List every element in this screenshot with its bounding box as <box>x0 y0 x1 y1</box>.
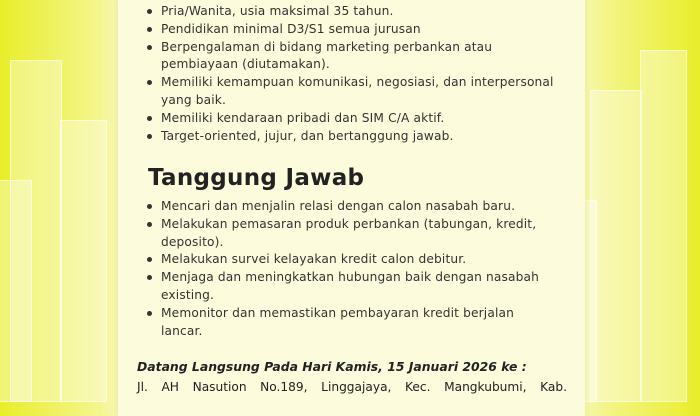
responsibilities-list <box>139 198 559 340</box>
list-item: Memiliki kendaraan pribadi dan SIM C/A aktif. <box>139 110 559 128</box>
list-item: Memiliki kemampuan komunikasi, negosiasi, dan interpersonal yang baik. <box>139 74 559 110</box>
list-item: Pria/Wanita, usia maksimal 35 tahun. <box>139 3 559 21</box>
list-item: Berpengalaman di bidang marketing perbankan atau pembiayaan (diutamakan). <box>139 39 559 75</box>
list-item: Menjaga dan meningkatkan hubungan baik dengan nasabah existing. <box>139 269 559 305</box>
list-item: Melakukan survei kelayakan kredit calon debitur. <box>139 251 559 269</box>
list-item: Melakukan pemasaran produk perbankan (tabungan, kredit, deposito). <box>139 216 559 252</box>
list-item: Target-oriented, jujur, dan bertanggung jawab. <box>139 128 559 146</box>
visit-announcement: Datang Langsung Pada Hari Kamis, 15 Januari 2026 ke : <box>137 359 527 374</box>
list-item: Memonitor dan memastikan pembayaran kredit berjalan lancar. <box>139 305 559 341</box>
section-heading-responsibilities: Tanggung Jawab <box>148 165 365 191</box>
requirements-list <box>139 3 559 145</box>
address-text: Jl. AH Nasution No.189, Linggajaya, Kec. Mangkubumi, Kab. <box>137 380 567 394</box>
list-item: Pendidikan minimal D3/S1 semua jurusan <box>139 21 559 39</box>
list-item: Mencari dan menjalin relasi dengan calon nasabah baru. <box>139 198 559 216</box>
